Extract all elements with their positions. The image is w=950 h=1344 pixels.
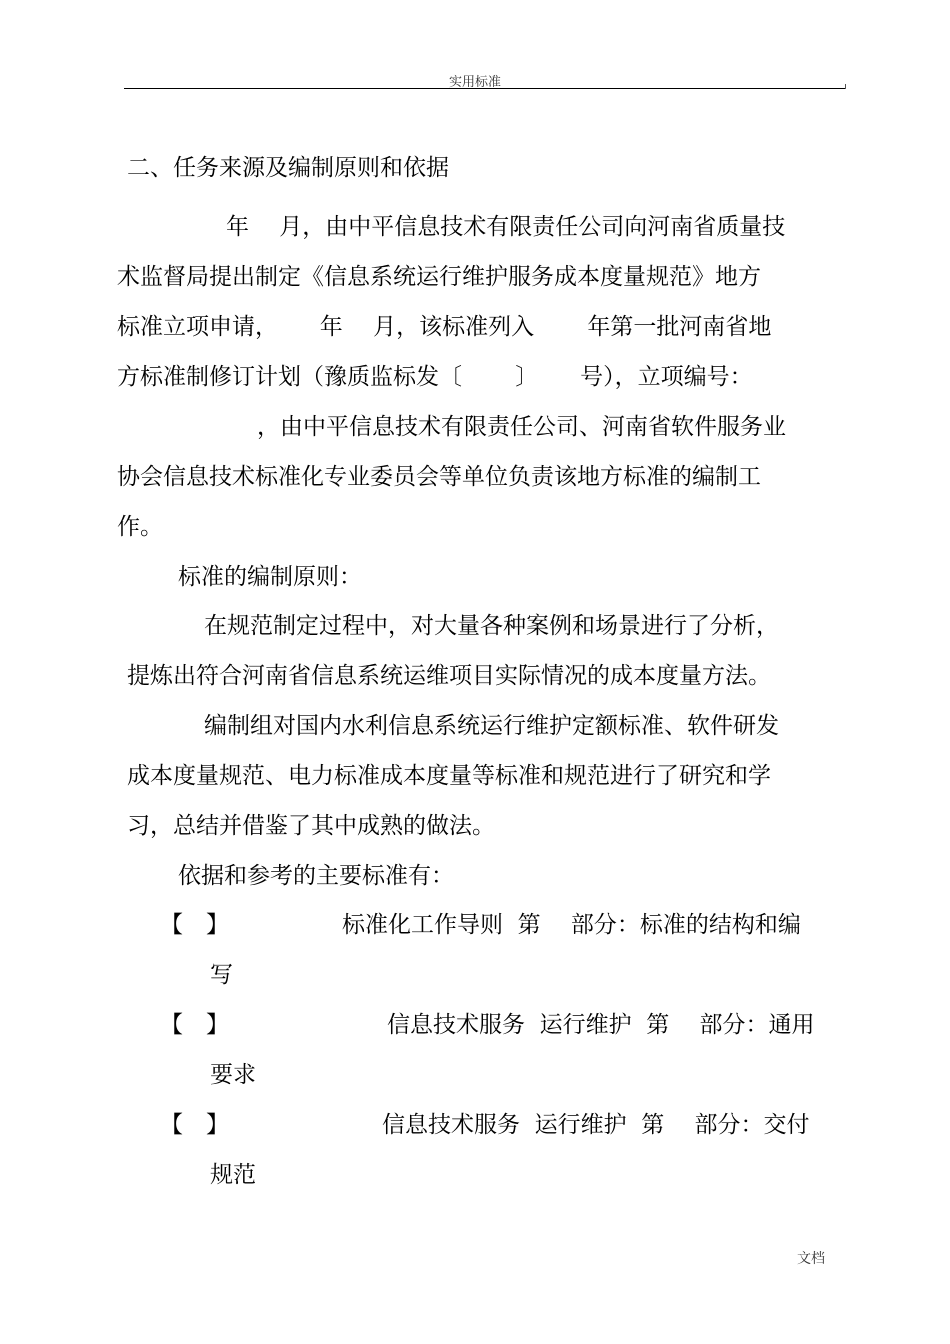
reference-1-title: 标准化工作导则 第 部分：标准的结构和编: [342, 912, 801, 938]
reference-1-continuation: 写: [210, 962, 233, 988]
paragraph1-line-1: 年 月，由中平信息技术有限责任公司向河南省质量技: [226, 214, 786, 240]
principles-item2-line-3: 习，总结并借鉴了其中成熟的做法。: [127, 813, 495, 839]
page-header-title: 实用标准: [448, 75, 501, 90]
paragraph1-line-4: 方标准制修订计划（豫质监标发〔 〕 号），立项编号：: [117, 364, 753, 390]
header-rule-tick: [845, 84, 846, 89]
principles-item1-line-1: 在规范制定过程中，对大量各种案例和场景进行了分析，: [204, 613, 779, 639]
principles-item2-line-1: 编制组对国内水利信息系统运行维护定额标准、软件研发: [204, 713, 779, 739]
paragraph1-line-7: 作。: [117, 514, 163, 540]
reference-2-continuation: 要求: [210, 1062, 256, 1088]
principles-item2-line-2: 成本度量规范、电力标准成本度量等标准和规范进行了研究和学: [127, 763, 771, 789]
reference-3-continuation: 规范: [210, 1162, 256, 1188]
reference-3-title: 信息技术服务 运行维护 第 部分：交付: [382, 1112, 810, 1138]
references-heading: 依据和参考的主要标准有：: [178, 863, 454, 889]
section-heading: 二、任务来源及编制原则和依据: [127, 155, 449, 181]
principles-heading: 标准的编制原则：: [178, 564, 362, 590]
reference-2-title: 信息技术服务 运行维护 第 部分：通用: [387, 1012, 815, 1038]
paragraph1-line-2: 术监督局提出制定《信息系统运行维护服务成本度量规范》地方: [117, 264, 761, 290]
paragraph1-line-6: 协会信息技术标准化专业委员会等单位负责该地方标准的编制工: [117, 464, 761, 490]
reference-1-bracket: 【 】: [160, 912, 229, 938]
reference-2-bracket: 【 】: [160, 1012, 229, 1038]
header-rule: [124, 88, 846, 89]
paragraph1-line-3: 标准立项申请， 年 月，该标准列入 年第一批河南省地: [117, 314, 772, 340]
reference-3-bracket: 【 】: [160, 1112, 229, 1138]
page-footer-label: 文档: [797, 1251, 825, 1267]
principles-item1-line-2: 提炼出符合河南省信息系统运维项目实际情况的成本度量方法。: [127, 663, 771, 689]
paragraph1-line-5: ，由中平信息技术有限责任公司、河南省软件服务业: [257, 414, 786, 440]
